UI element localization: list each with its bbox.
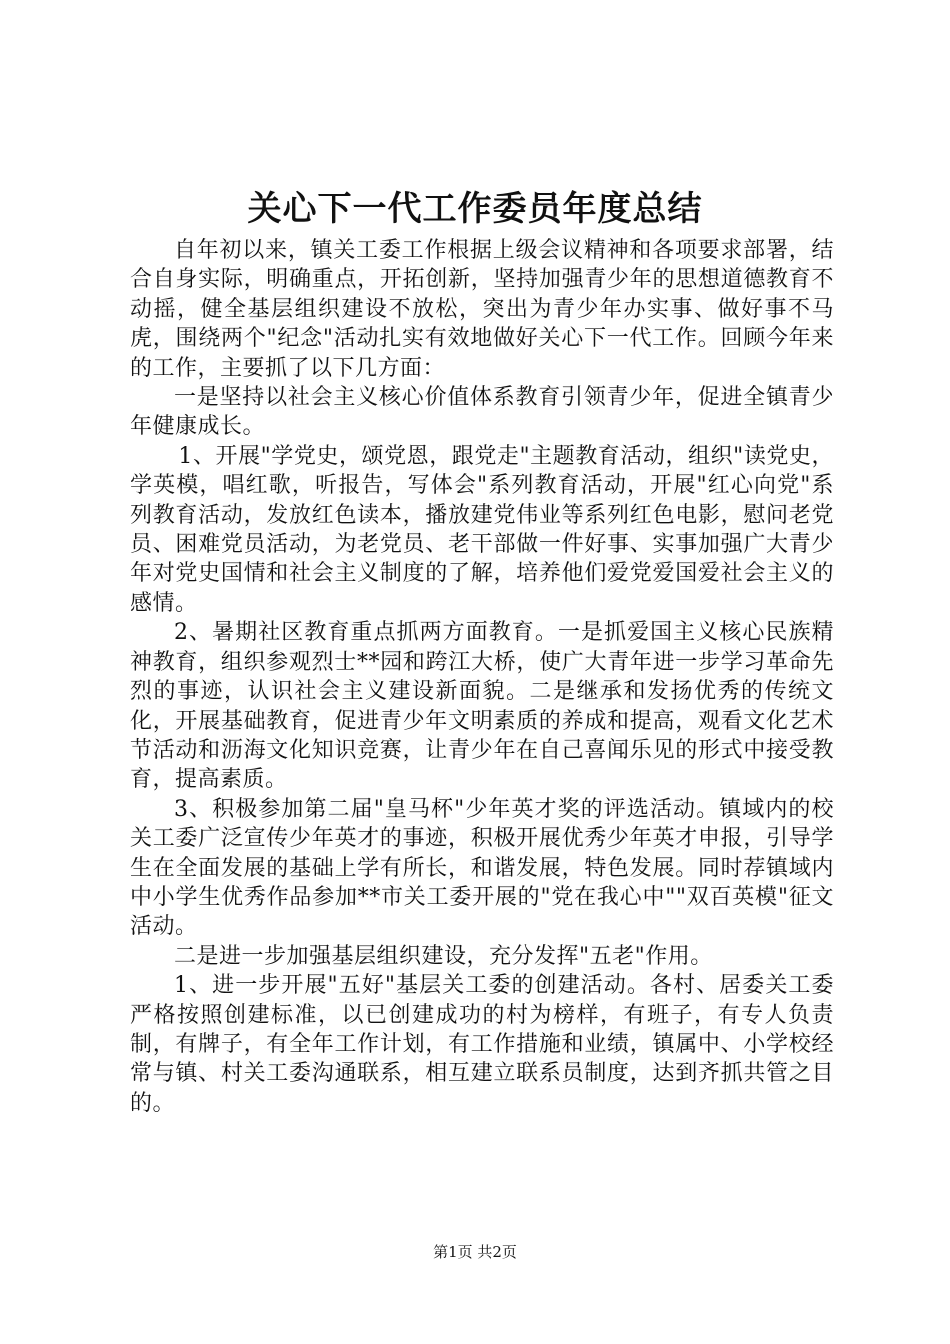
- paragraph-item-2: 2、暑期社区教育重点抓两方面教育。一是抓爱国主义核心民族精神教育，组织参观烈士**园和跨江大桥，使广大青年进一步学习革命先烈的事迹，认识社会主义建设新面貌。二是继承和发扬优秀的传统文化，开展基础教育，促进青少年文明素质的养成和提高，观看文化艺术节活动和沥海文化知识竞赛，让青少年在自己喜闻乐见的形式中接受教育，提高素质。: [130, 620, 834, 793]
- document-title: 关心下一代工作委员年度总结: [247, 189, 703, 229]
- document-body: [130, 236, 834, 1118]
- page-footer: 第1页 共2页: [433, 1243, 517, 1261]
- paragraph-section-two-item-1: 1、进一步开展"五好"基层关工委的创建活动。各村、居委关工委严格按照创建标准，以已创建成功的村为榜样，有班子，有专人负责制，有牌子，有全年工作计划，有工作措施和业绩，镇属中、小学校经常与镇、村关工委沟通联系，相互建立联系员制度，达到齐抓共管之目的。: [130, 973, 834, 1116]
- paragraph-item-3: 3、积极参加第二届"皇马杯"少年英才奖的评选活动。镇域内的校关工委广泛宣传少年英才的事迹，积极开展优秀少年英才申报，引导学生在全面发展的基础上学有所长，和谐发展，特色发展。同时荐镇域内中小学生优秀作品参加**市关工委开展的"党在我心中""双百英模"征文活动。: [130, 796, 834, 940]
- paragraph-item-1: 1、开展"学党史，颂党恩，跟党走"主题教育活动，组织"读党史，学英模，唱红歌，听报告，写体会"系列教育活动，开展"红心向党"系列教育活动，发放红色读本，播放建党伟业等系列红色电影，慰问老党员、困难党员活动，为老党员、老干部做一件好事、实事加强广大青少年对党史国情和社会主义制度的了解，培养他们爱党爱国爱社会主义的感情。: [130, 443, 834, 616]
- paragraph-intro: 自年初以来，镇关工委工作根据上级会议精神和各项要求部署，结合自身实际，明确重点，开拓创新，坚持加强青少年的思想道德教育不动摇，健全基层组织建设不放松，突出为青少年办实事、做好事不马虎，围绕两个"纪念"活动扎实有效地做好关心下一代工作。回顾今年来的工作，主要抓了以下几方面：: [130, 238, 834, 381]
- paragraph-section-two-heading: 二是进一步加强基层组织建设，充分发挥"五老"作用。: [174, 943, 713, 969]
- paragraph-section-one-heading: 一是坚持以社会主义核心价值体系教育引领青少年，促进全镇青少年健康成长。: [130, 385, 834, 440]
